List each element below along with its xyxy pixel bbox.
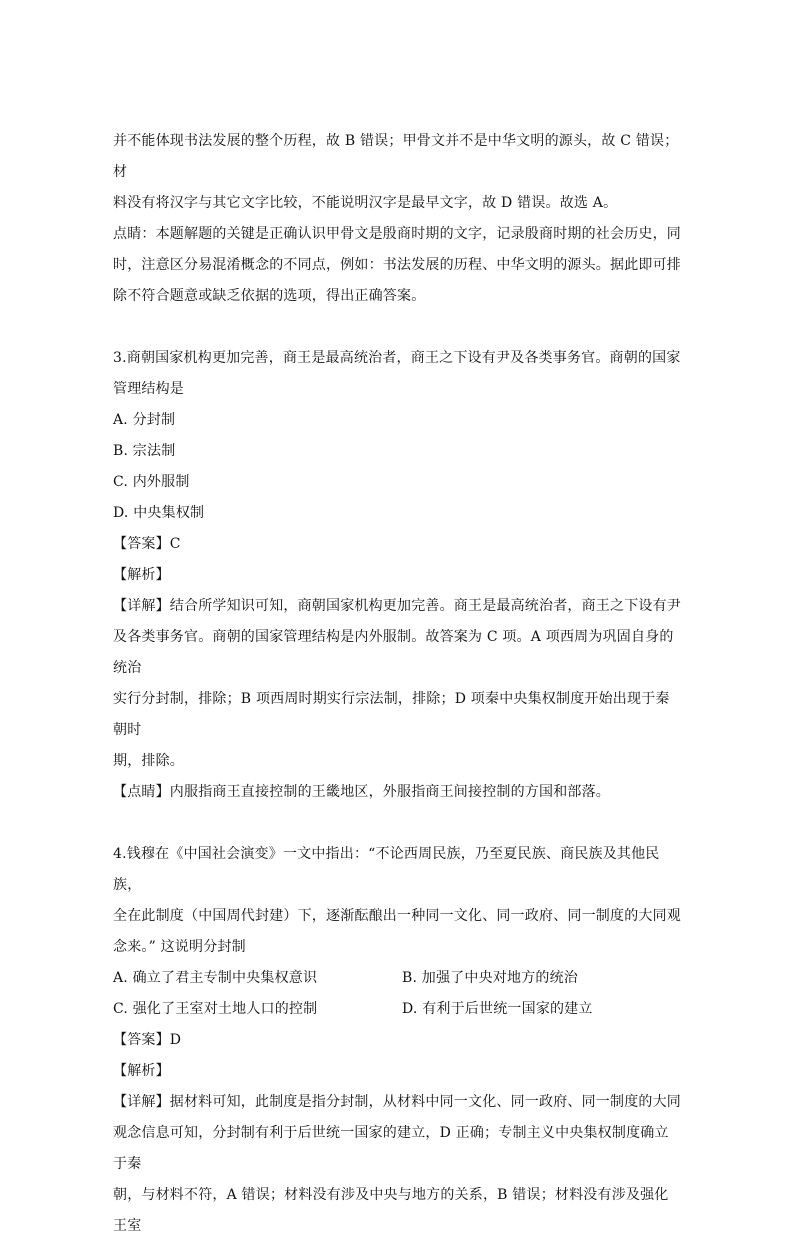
question-4: [113, 839, 681, 1242]
option-b: B. 加强了中央对地方的统治: [402, 970, 578, 986]
intro-line: 并不能体现书法发展的整个历程，故 B 错误；甲骨文并不是中华文明的源头，故 C 错误；材: [113, 133, 679, 180]
spacer: [113, 312, 681, 343]
option-b: B. 宗法制: [113, 443, 176, 459]
question-stem: 念来。” 这说明分封制: [113, 939, 246, 955]
detail-line: 朝，与材料不符，A 错误；材料没有涉及中央与地方的关系，B 错误；材料没有涉及强化王室: [113, 1187, 669, 1234]
intro-line: 时，注意区分易混淆概念的不同点，例如：书法发展的历程、中华文明的源头。据此即可排: [113, 257, 681, 273]
answer-line: 【答案】C: [113, 536, 181, 552]
option-d: D. 中央集权制: [113, 505, 205, 521]
question-stem: 3.商朝国家机构更加完善，商王是最高统治者，商王之下设有尹及各类事务官。商朝的国家: [113, 350, 681, 366]
question-stem: 全在此制度（中国周代封建）下，逐渐酝酿出一种同一文化、同一政府、同一制度的大同观: [113, 908, 681, 924]
option-c: C. 强化了王室对土地人口的控制: [113, 1001, 318, 1017]
option-a: A. 确立了君主专制中央集权意识: [113, 970, 318, 986]
option-a: A. 分封制: [113, 412, 176, 428]
intro-line: 料没有将汉字与其它文字比较，不能说明汉字是最早文字，故 D 错误。故选 A。: [113, 195, 618, 211]
intro-line: 点睛：本题解题的关键是正确认识甲骨文是殷商时期的文字，记录殷商时期的社会历史，同: [113, 226, 681, 242]
intro-section: [113, 126, 681, 312]
detail-line: 【详解】结合所学知识可知，商朝国家机构更加完善。商王是最高统治者，商王之下设有尹: [113, 598, 681, 614]
detail-line: 【详解】据材料可知，此制度是指分封制，从材料中同一文化、同一政府、同一制度的大同: [113, 1094, 681, 1110]
detail-line: 实行分封制，排除；B 项西周时期实行宗法制，排除；D 项秦中央集权制度开始出现于秦朝时: [113, 691, 670, 738]
answer-line: 【答案】D: [113, 1032, 182, 1048]
option-c: C. 内外服制: [113, 474, 190, 490]
page-content: [113, 126, 681, 1242]
option-d: D. 有利于后世统一国家的建立: [402, 1001, 593, 1017]
spacer: [113, 808, 681, 839]
analysis-label: 【解析】: [113, 567, 170, 583]
question-3: [113, 343, 681, 808]
question-stem: 管理结构是: [113, 381, 184, 397]
options-grid: [113, 963, 681, 1025]
analysis-label: 【解析】: [113, 1063, 170, 1079]
detail-line: 观念信息可知，分封制有利于后世统一国家的建立，D 正确；专制主义中央集权制度确立于秦: [113, 1125, 669, 1172]
dianjing-line: 【点睛】内服指商王直接控制的王畿地区，外服指商王间接控制的方国和部落。: [113, 784, 610, 800]
detail-line: 及各类事务官。商朝的国家管理结构是内外服制。故答案为 C 项。A 项西周为巩固自身的统治: [113, 629, 674, 676]
intro-line: 除不符合题意或缺乏依据的选项，得出正确答案。: [113, 288, 426, 304]
question-stem: 4.钱穆在《中国社会演变》一文中指出：“不论西周民族，乃至夏民族、商民族及其他民族，: [113, 846, 660, 893]
detail-line: 期，排除。: [113, 753, 184, 769]
